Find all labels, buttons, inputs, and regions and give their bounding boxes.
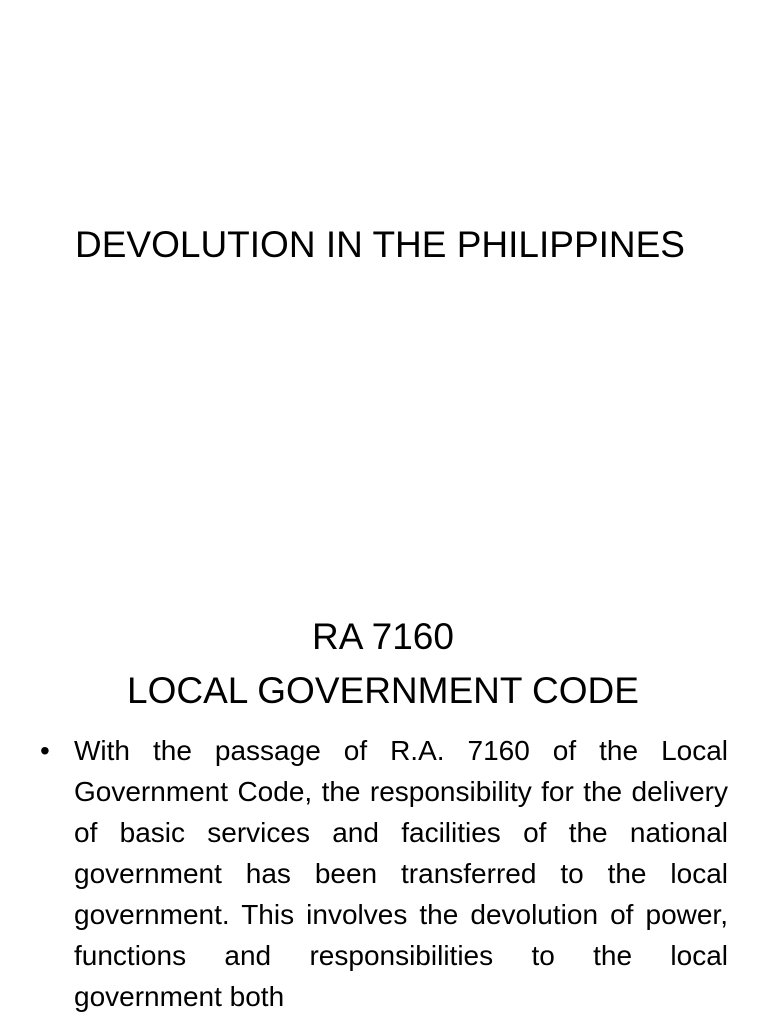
bullet-item (38, 730, 728, 1017)
heading-line-ra: RA 7160 (312, 616, 454, 657)
slide-ra-7160 (0, 576, 768, 1024)
bullet-dot-icon: • (40, 735, 50, 766)
heading-line-code: LOCAL GOVERNMENT CODE (127, 670, 639, 711)
slide-heading (0, 610, 766, 718)
bullet-text: With the passage of R.A. 7160 of the Local Government Code, the responsibility for the delivery of basic services and facilities of the national government has been transferred to the local government. This involves the devolution of power, functions and responsibilities to the local government both (74, 735, 728, 1012)
slide-title-heading: DEVOLUTION IN THE PHILIPPINES (75, 224, 685, 265)
bullet-list (38, 730, 728, 1017)
